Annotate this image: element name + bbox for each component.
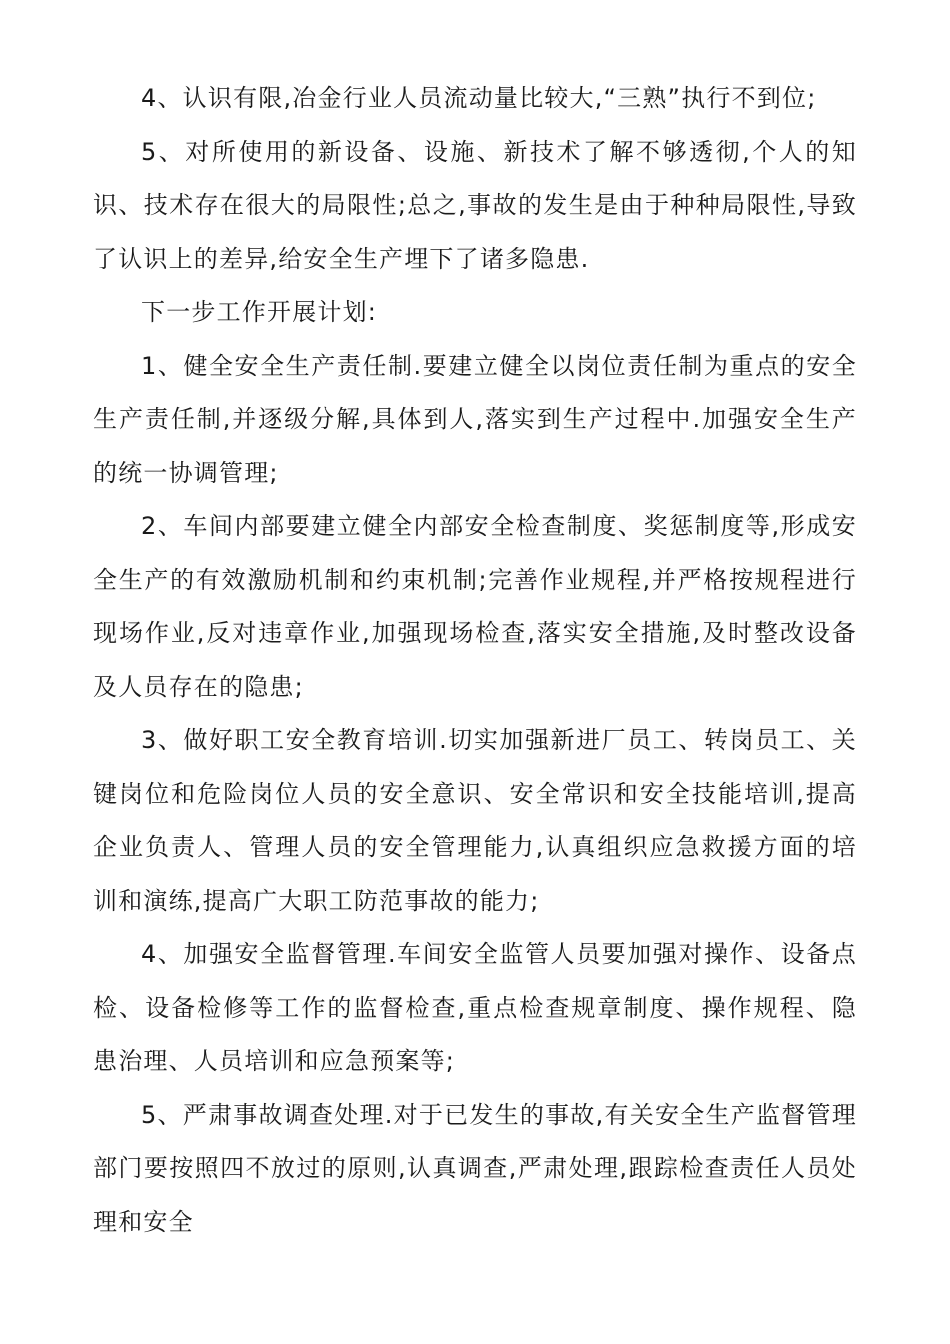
paragraph-item-5-new-equipment: 5、对所使用的新设备、设施、新技术了解不够透彻,个人的知识、技术存在很大的局限性;总之,事故的发生是由于种种局限性,导致了认识上的差异,给安全生产埋下了诸多隐患. bbox=[93, 137, 857, 273]
paragraph-plan-2-inspection: 2、车间内部要建立健全内部安全检查制度、奖惩制度等,形成安全生产的有效激励机制和约束机制;完善作业规程,并严格按规程进行现场作业,反对违章作业,加强现场检查,落实安全措施,及时整改设备及人员存在的隐患; bbox=[93, 512, 857, 701]
section-heading-next-steps: 下一步工作开展计划: bbox=[141, 298, 378, 326]
paragraph-plan-5-investigation: 5、严肃事故调查处理.对于已发生的事故,有关安全生产监督管理部门要按照四不放过的原则,认真调查,严肃处理,跟踪检查责任人员处理和安全 bbox=[93, 1100, 857, 1236]
document-page bbox=[93, 72, 857, 1249]
paragraph-plan-4-supervision: 4、加强安全监督管理.车间安全监管人员要加强对操作、设备点检、设备检修等工作的监督检查,重点检查规章制度、操作规程、隐患治理、人员培训和应急预案等; bbox=[93, 940, 857, 1075]
paragraph-item-4-awareness: 4、认识有限,冶金行业人员流动量比较大,“三熟”执行不到位; bbox=[141, 84, 817, 112]
paragraph-plan-3-training: 3、做好职工安全教育培训.切实加强新进厂员工、转岗员工、关键岗位和危险岗位人员的安全意识、安全常识和安全技能培训,提高企业负责人、管理人员的安全管理能力,认真组织应急救援方面的培训和演练,提高广大职工防范事故的能力; bbox=[93, 726, 857, 915]
paragraph-plan-1-responsibility: 1、健全安全生产责任制.要建立健全以岗位责任制为重点的安全生产责任制,并逐级分解,具体到人,落实到生产过程中.加强安全生产的统一协调管理; bbox=[93, 351, 857, 487]
